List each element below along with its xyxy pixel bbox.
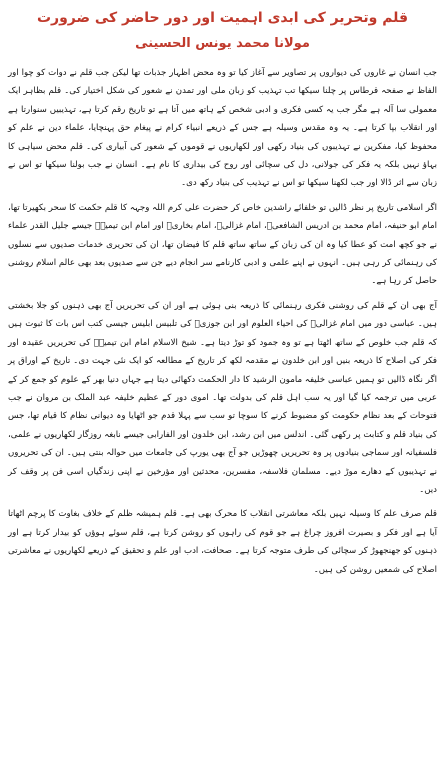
article-author: مولانا محمد یونس الحسینی	[135, 36, 310, 51]
article-title: قلم وتحریر کی ابدی اہمیت اور دور حاضر کی ضرورت	[36, 10, 409, 26]
article-paragraph: آج بھی ان کے قلم کی روشنی فکری رہنمائی کا ذریعہ بنی ہوئی ہے اور ان کی تحریریں آج بھی ذہنوں کو جلا بخشتی ہیں۔ عباسی دور میں امام غزالیؒ کی احیاء العلوم اور ابن جوزیؒ کی تلبیس ابلیس جیسی کتب اس بات کا ثبوت ہیں کہ قلم جب خلوص کے ساتھ اٹھتا ہے تو وہ جمود کو توڑ دیتا ہے۔ شیخ الاسلام امام ابن تیمیہؒ کی تحریریں عقیدہ اور فکر کی اصلاح کا ذریعہ بنیں اور ابن خلدون نے مقدمہ لکھ کر تاریخ کے مطالعہ کو ایک نئی جہت دی۔ تاریخ کے اوراق پر اگر نگاہ ڈالیں تو ہمیں عباسی خلیفہ مامون الرشید کا دار الحکمت دکھائی دیتا ہے جہاں دنیا بھر کے علوم کو جمع کر کے عربی میں ترجمہ کیا گیا اور یہ سب اہل قلم کی بدولت تھا۔ اموی دور کے عظیم خلیفہ عبد الملک بن مروان نے جب فتوحات کے بعد نظام حکومت کو مضبوط کرنے کا سوچا تو سب سے پہلا قدم جو اٹھایا وہ دیوانی نظام کا قیام تھا، جس کی بنیاد قلم و کتابت پر رکھی گئی۔ اندلس میں ابن رشد، ابن خلدون اور الفارابی جیسے نابغہ روزگار لکھاریوں نے علمی، فلسفیانہ اور سماجی بنیادوں پر وہ تحریریں چھوڑیں جو آج بھی یورپ کی جامعات میں حوالہ بنتی ہیں۔ ان کی تحریروں نے تہذیبوں کے دھارے موڑ دیے۔ مسلمان فلاسفہ، مفسرین، محدثین اور مؤرخین نے اپنی زندگیاں اسی فن پر وقف کر دیں۔	[8, 300, 437, 495]
article-paragraph: قلم صرف علم کا وسیلہ نہیں بلکہ معاشرتی انقلاب کا محرک بھی ہے۔ قلم ہمیشہ ظلم کے خلاف بغاوت کا پرچم اٹھاتا آیا ہے اور فکر و بصیرت افروز چراغ ہے جو قوم کی راہوں کو روشن کرتا ہے، قلم سوئے ہوؤں کو بیدار کرتا ہے اور ذہنوں کو جھنجھوڑ کر سچائی کی طرف متوجہ کرتا ہے۔ صحافت، ادب اور علم و تحقیق کے ذریعے لکھاریوں نے معاشرتی اصلاح کی شمعیں روشن کی ہیں۔	[8, 509, 437, 575]
article-paragraph: اگر اسلامی تاریخ پر نظر ڈالیں تو خلفائے راشدین خاص کر حضرت علی کرم اللہ وجہہ کا قلم حکمت کا سحر بکھیرتا تھا، امام ابو حنیفہ، امام محمد بن ادریس الشافعیؒ، امام غزالیؒ، امام بخاریؒ اور امام ابن تیمیہؒ جیسے جلیل القدر علماء نے جو کچھ امت کو عطا کیا وہ ان کی زبان کے ساتھ ساتھ قلم کا فیضان تھا، ان کی تحریری خدمات صدیوں سے نسلوں کی رہنمائی کر رہی ہیں۔ انہوں نے اپنے علمی و ادبی کارنامے سر انجام دیے جن سے صدیوں بعد بھی عالم اسلام روشنی حاصل کر رہا ہے۔	[8, 202, 437, 287]
article-paragraph: جب انسان نے غاروں کی دیواروں پر تصاویر سے آغاز کیا تو وہ محض اظہار جذبات تھا لیکن جب قلم نے دوات کو چوا اور الفاظ نے صفحہ قرطاس پر چلنا سیکھا تب تہذیب کو زبان ملی اور تمدن نے شعور کی شکل اختیار کی۔ قلم بظاہر ایک معمولی سا آلہ ہے مگر جب یہ کسی فکری و ادبی شخص کے ہاتھ میں آتا ہے تو تاریخ رقم کرتا ہے، تہذیبیں سنوارتا ہے اور انقلاب بپا کرتا ہے۔ یہ وہ مقدس وسیلہ ہے جس کے ذریعے انبیاء کرام نے پیغام حق پہنچایا، علماء دین نے علم کو محفوظ کیا، مفکرین نے تہذیبوں کی بنیاد رکھی اور لکھاریوں نے قوموں کے شعور کی آبیاری کی۔ قلم محض سیاہی کا بہاؤ نہیں بلکہ یہ فکر کی جولانی، دل کی سچائی اور روح کی بیداری کا نام ہے۔ انسان نے جب بولنا سیکھا تو اس نے زبان سے اثر ڈالا اور جب لکھنا سیکھا تو اس نے تہذیب کی بنیاد رکھ دی۔	[8, 68, 437, 189]
